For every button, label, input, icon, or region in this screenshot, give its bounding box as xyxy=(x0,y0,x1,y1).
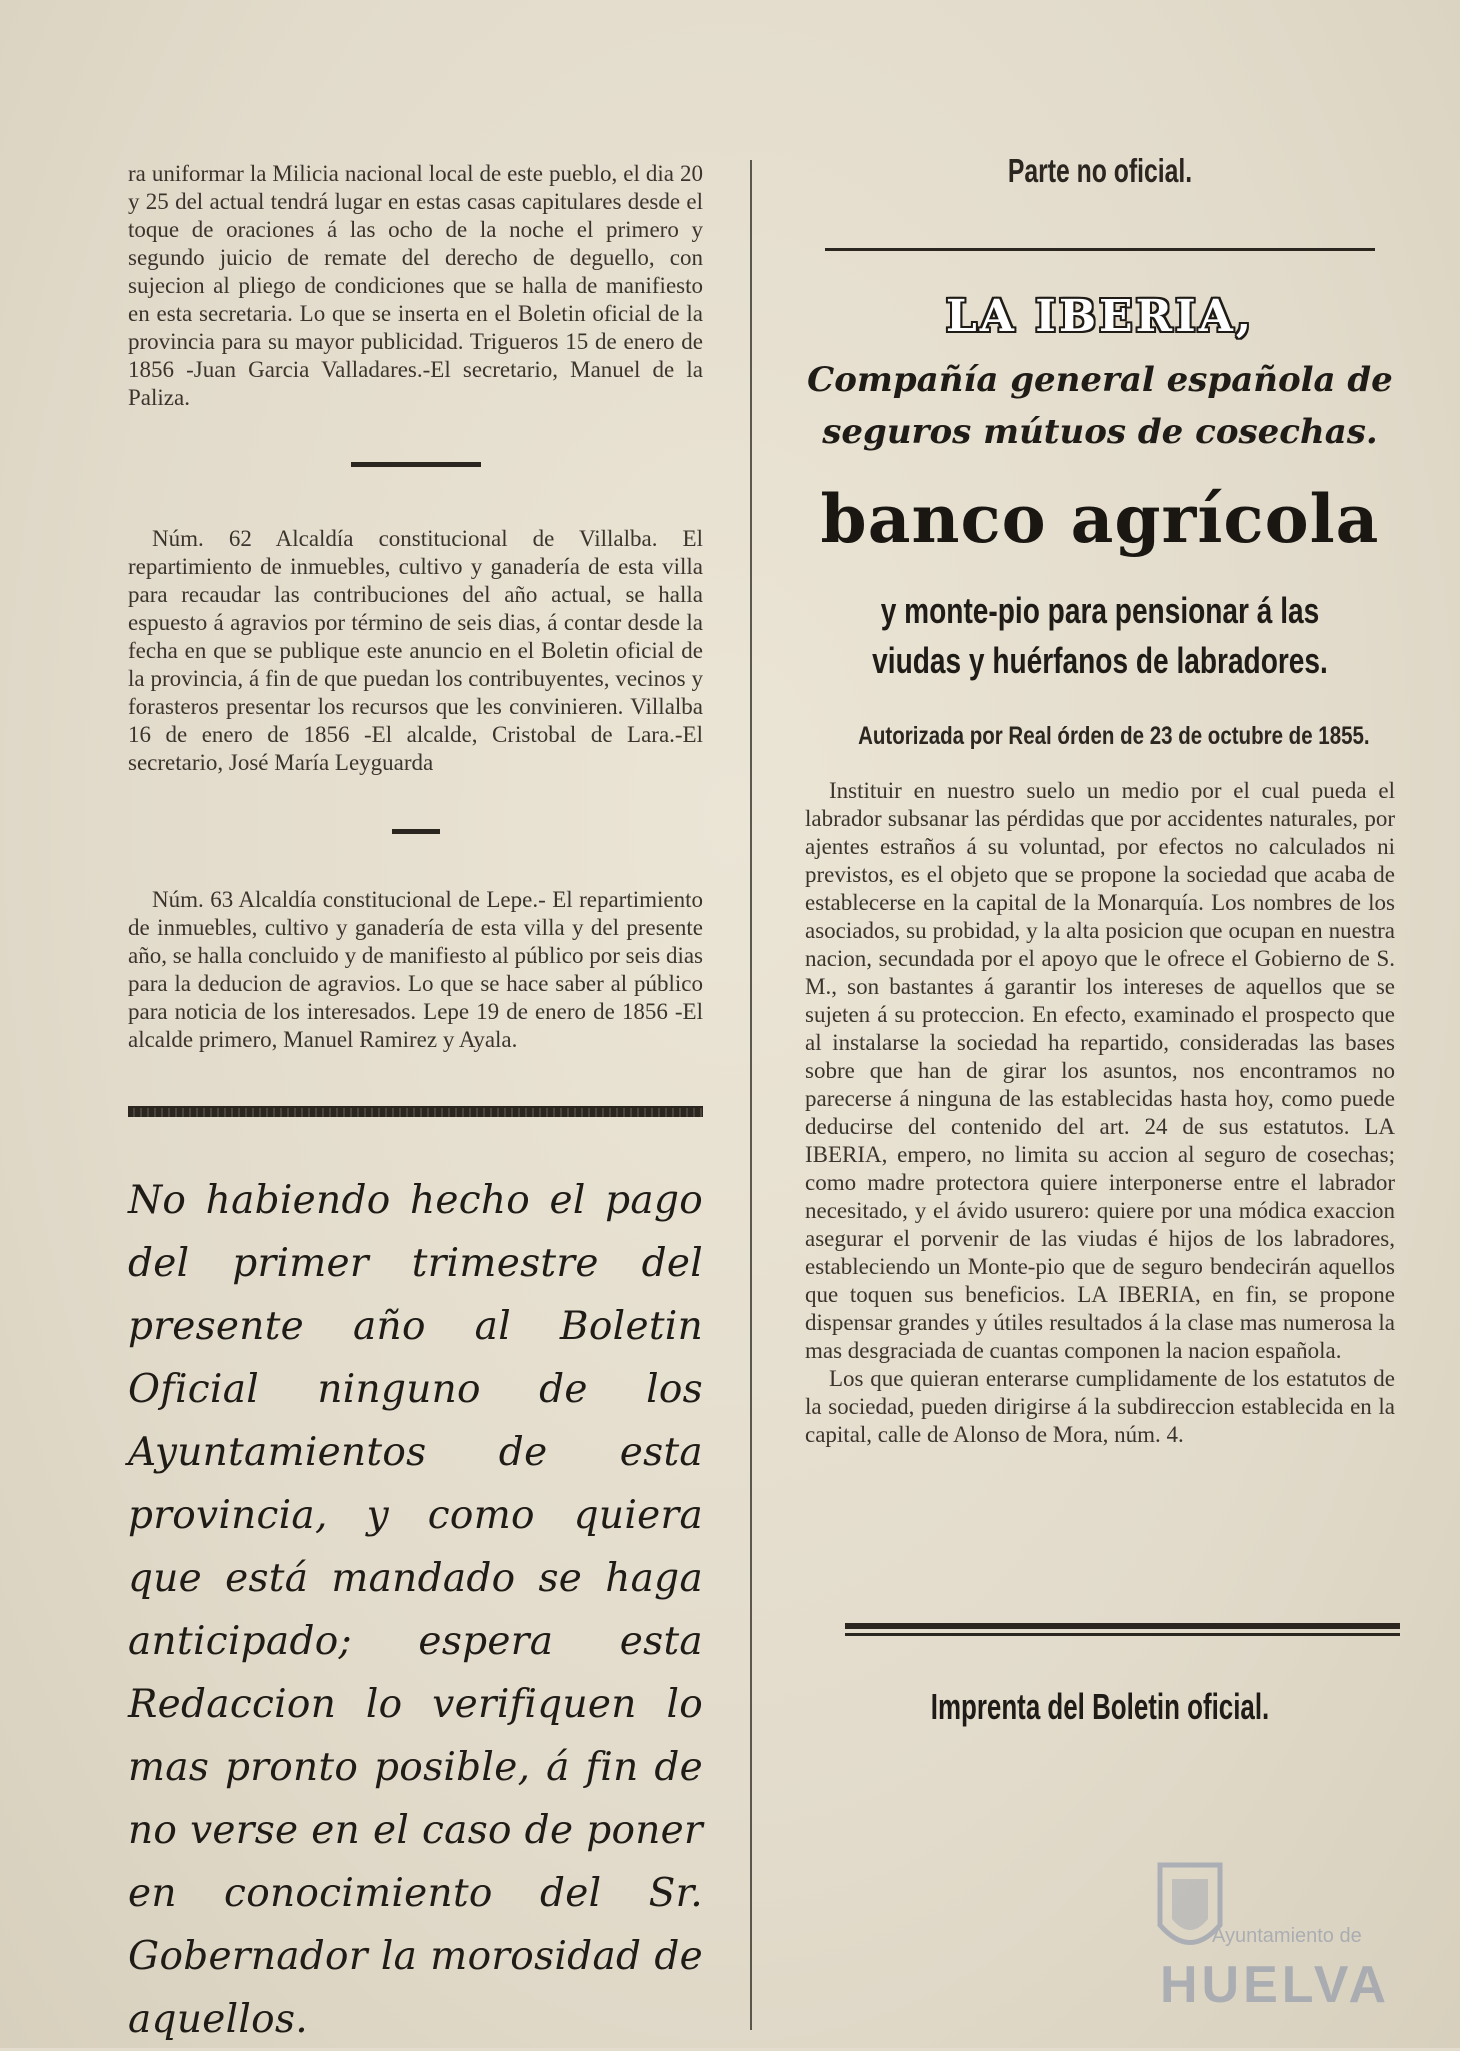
column-divider xyxy=(750,160,752,2030)
article-body: Instituir en nuestro suelo un medio por el cual pueda el labrador subsanar las pérdidas que por accidentes naturales, por ajentes estraños á su voluntad, por efectos no calculados ni previstos, es el objeto que se propone la sociedad que acaba de establecerse en la capital de la Monarquía. Los nombres de los asociados, su probidad, y la alta posicion que ocupan en nuestra nacion, secundada por el apoyo que le ofrece el Gobierno de S. M., son bastantes á garantir los intereses de aquellos que se sujeten á su proteccion. En efecto, examinado el prospecto que al instalarse la sociedad ha repartido, consideradas las bases sobre que han de girar los asuntos, nos encontramos no parecerse á ninguna de las establecidas hasta hoy, como puede deducirse del contenido del art. 24 de sus estatutos. LA IBERIA, empero, no limita su accion al seguro de cosechas; como madre protectora quiere interponerse entre el labrador necesitado, y el ávido usurero: quiere por una módica exaccion asegurar el porvenir de las viudas é hijos de los labradores, estableciendo un Monte-pio que de seguro bendecirán aquellos que toquen sus beneficios. LA IBERIA, en fin, se propone dispensar grandes y útiles resultados á la clase mas numerosa la mas desgraciada de cuantas componen la nacion española. xyxy=(805,778,1395,1363)
watermark-line1: Ayuntamiento de xyxy=(1212,1925,1362,1947)
right-column xyxy=(805,150,1395,1728)
announcement-villalba: Núm. 62 Alcaldía constitucional de Villalba. El repartimiento de inmuebles, cultivo y ganadería de esta villa para recaudar las contribuciones del año actual, se halla espuesto á agravios por término de seis dias, á contar desde la fecha en que se publique este anuncio en el Boletin oficial de la provincia, á fin de que puedan los contribuyentes, vecinos y forasteros presentar los recursos que les convinieren. Villalba 16 de enero de 1856 -El alcalde, Cristobal de Lara.-El secretario, José María Leyguarda xyxy=(128,526,703,775)
section-rule xyxy=(351,462,481,467)
bank-title: banco agrícola xyxy=(820,480,1380,558)
watermark-line2: HUELVA xyxy=(1160,1956,1391,2014)
article-contact: Los que quieran enterarse cumplidamente de los estatutos de la sociedad, pueden dirigirse á la subdireccion establecida en la capital, calle de Alonso de Mora, núm. 4. xyxy=(805,1366,1395,1447)
section-title: Parte no oficial. xyxy=(1007,152,1193,189)
announcement-lepe: Núm. 63 Alcaldía constitucional de Lepe.- El repartimiento de inmuebles, cultivo y ganadería de esta villa y del presente año, se halla concluido y de manifiesto al público por seis dias para la deducion de agravios. Lo que se hace saber al público para noticia de los interesados. Lepe 19 de enero de 1856 -El alcalde primero, Manuel Ramirez y Ayala. xyxy=(128,887,703,1052)
announcement-trigueros: ra uniformar la Milicia nacional local de este pueblo, el dia 20 y 25 del actual tendrá lugar en estas casas capitulares desde el toque de oraciones á las ocho de la noche el primero y segundo juicio de remate del derecho de deguello, con sujecion al pliego de condiciones que se halla de manifiesto en esta secretaria. Lo que se inserta en el Boletin oficial de la provincia para su mayor publicidad. Trigueros 15 de enero de 1856 -Juan Garcia Valladares.-El secretario, Manuel de la Paliza. xyxy=(128,161,703,410)
archive-watermark xyxy=(1150,1855,1390,2025)
heavy-divider xyxy=(128,1106,703,1117)
company-name: LA IBERIA, xyxy=(945,291,1255,342)
section-rule xyxy=(825,248,1375,251)
left-column xyxy=(128,160,703,2051)
printer-imprint: Imprenta del Boletin oficial. xyxy=(930,1686,1270,1727)
huelva-crest-icon xyxy=(1150,1855,1230,1965)
company-description: Compañía general española de seguros mútuos de cosechas. xyxy=(807,360,1393,452)
montepio-subtitle: y monte-pio para pensionar á las viudas y huérfanos de labradores. xyxy=(872,590,1328,681)
closing-rule xyxy=(845,1623,1400,1636)
authorization-line: Autorizada por Real órden de 23 de octubre de 1855. xyxy=(858,722,1370,750)
payment-notice: No habiendo hecho el pago del primer trimestre del presente año al Boletin Oficial ninguno de los Ayuntamientos de esta provincia, y como quiera que está mandado se haga anticipado; espera esta Redaccion lo verifiquen lo mas pronto posible, á fin de no verse en el caso de poner en conocimiento del Sr. Gobernador la morosidad de aquellos. xyxy=(128,1178,703,2042)
section-rule xyxy=(392,829,440,834)
